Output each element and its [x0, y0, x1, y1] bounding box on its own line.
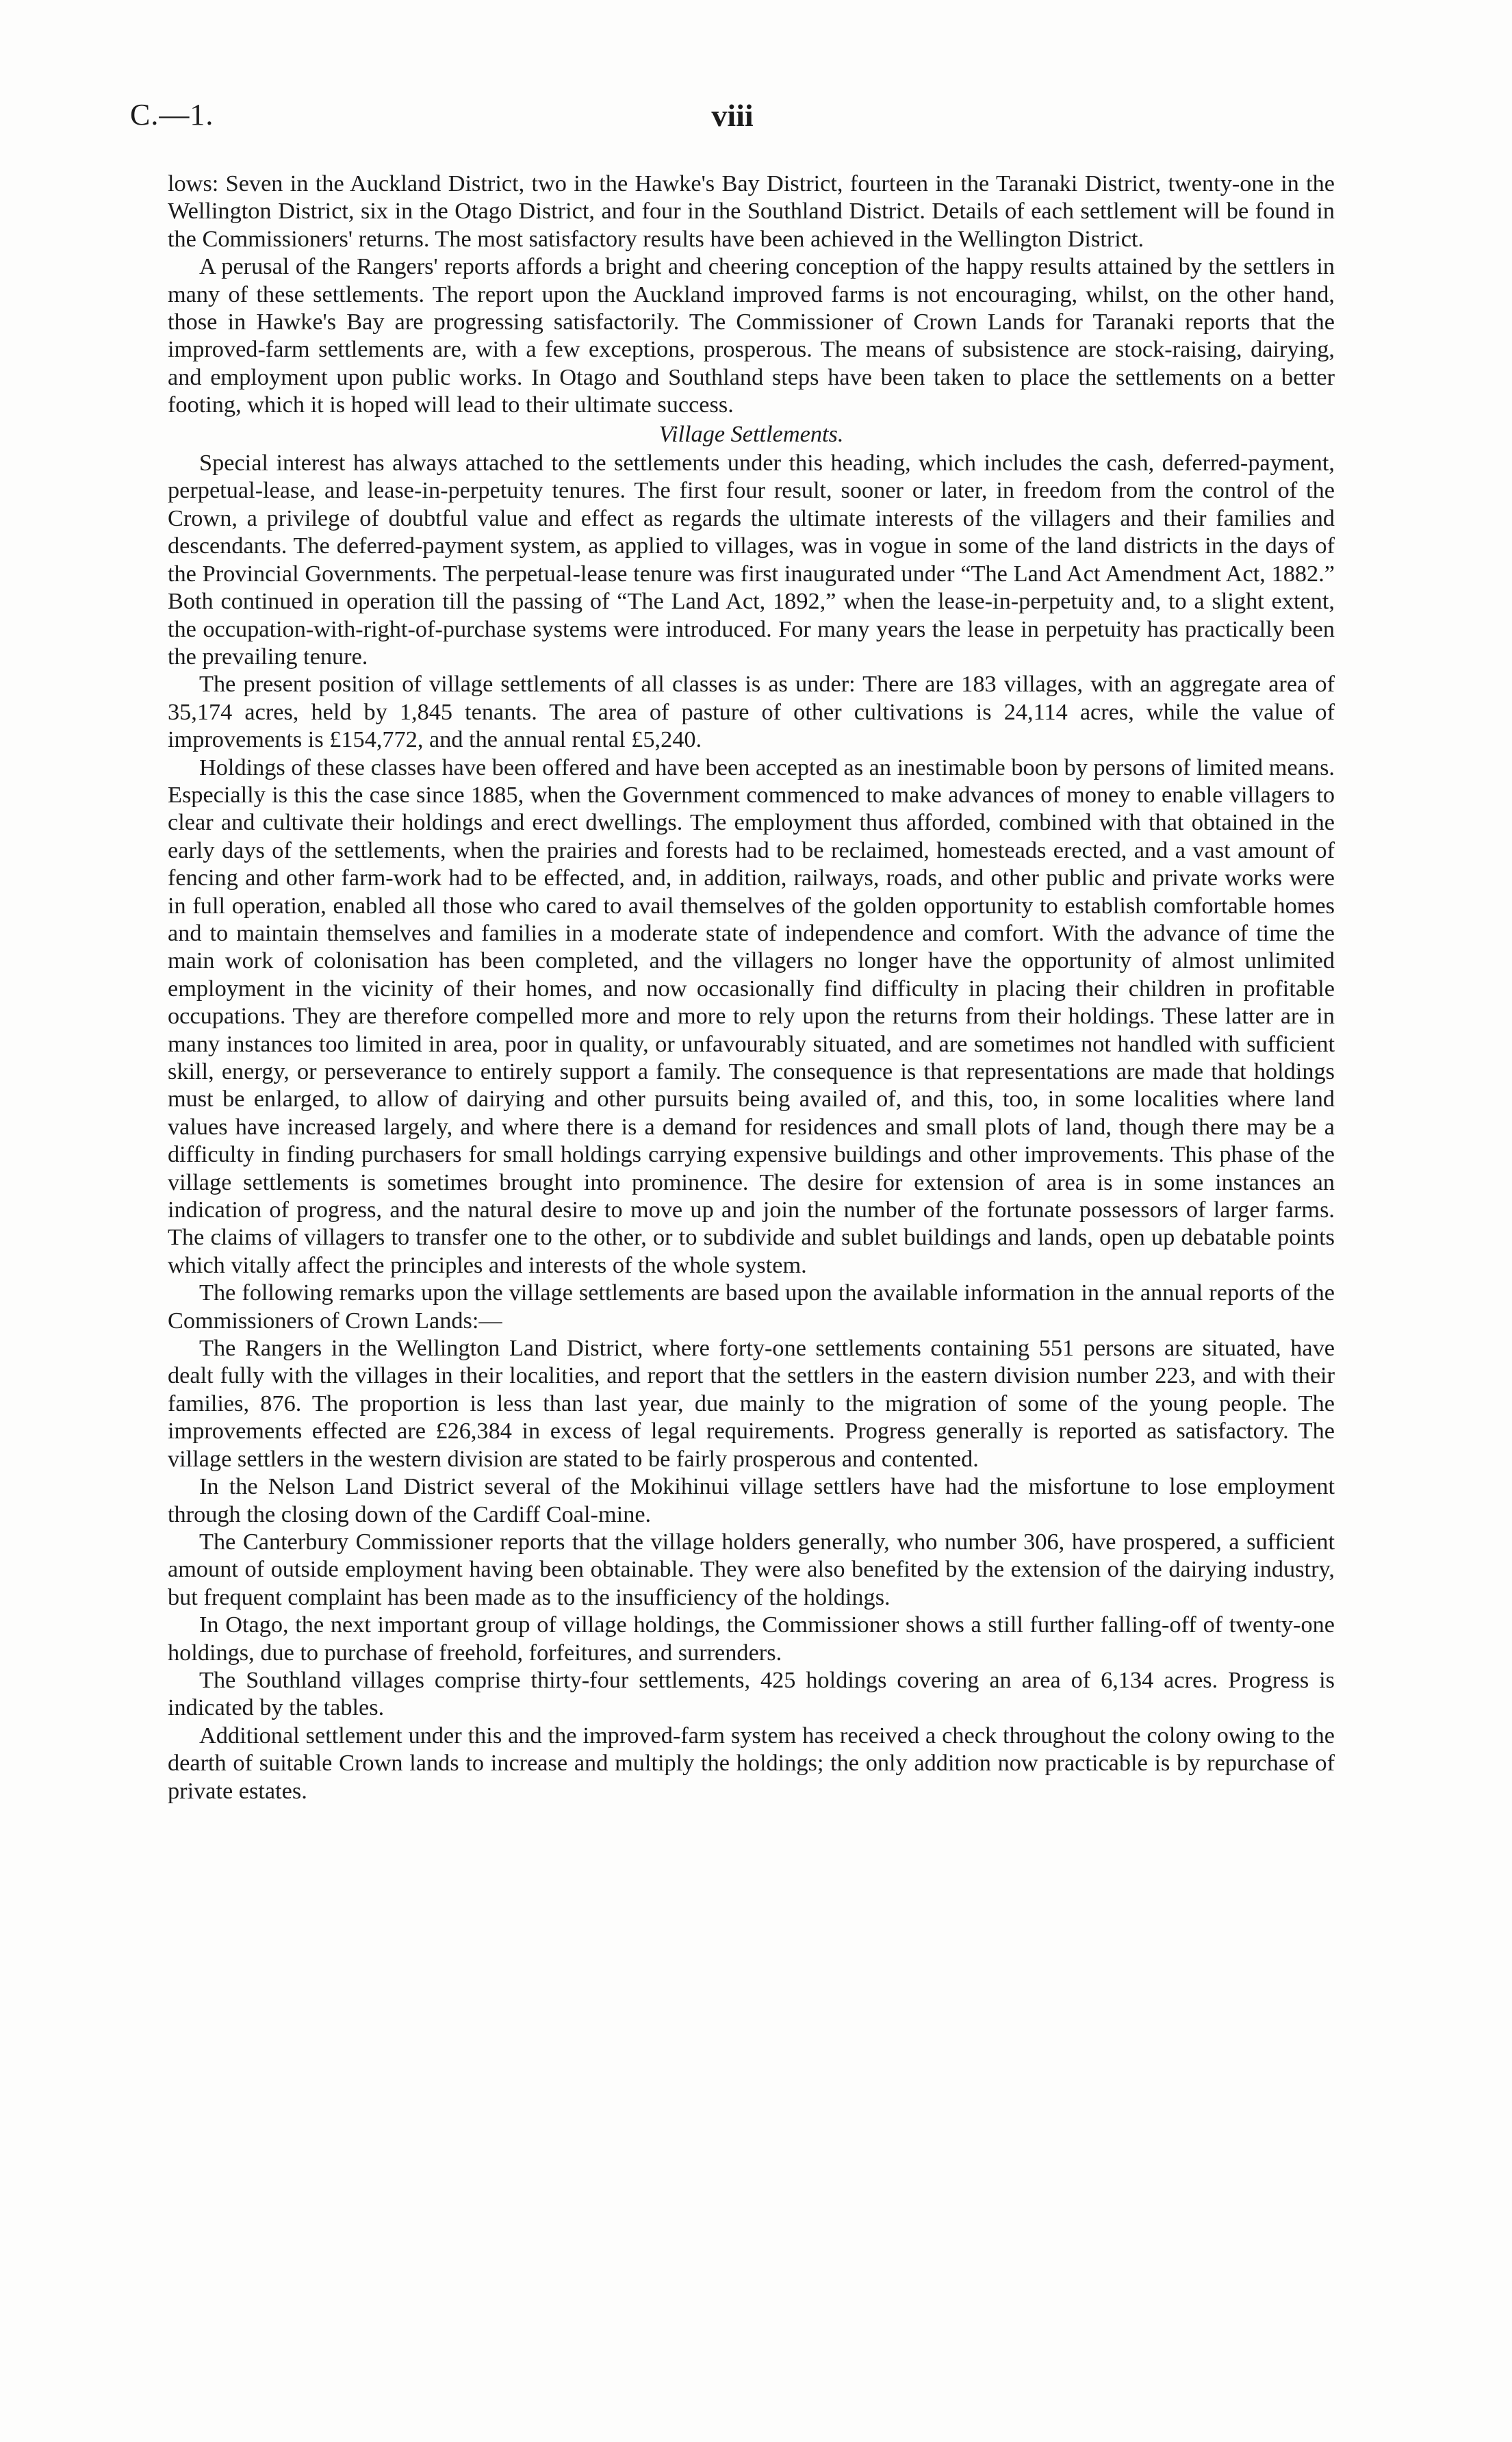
paragraph-4: The present position of village settlements of all classes is as under: There are 183 villages, with an aggregate area of 35,174 acres, held by 1,845 tenants. The area of pasture of other cultivations is 24,114 acres, while the value of improvements is £154,772, and the annual rental £5,240.: [168, 671, 1335, 753]
paragraph-8: In the Nelson Land District several of the Mokihinui village settlers have had the misfortune to lose employment through the closing down of the Cardiff Coal-mine.: [168, 1473, 1335, 1527]
page-number: viii: [711, 98, 754, 133]
paragraph-12: Additional settlement under this and the improved-farm system has received a check throughout the colony owing to the dearth of suitable Crown lands to increase and multiply the holdings; the only addition now practicable is by repurchase of private estates.: [168, 1722, 1335, 1804]
paragraph-11: The Southland villages comprise thirty-four settlements, 425 holdings covering an area of 6,134 acres. Progress is indicated by the tables.: [168, 1666, 1335, 1721]
paragraph-9: The Canterbury Commissioner reports that the village holders generally, who number 306, have prospered, a sufficient amount of outside employment having been obtainable. They were also benefited by the extension of the dairying industry, but frequent complaint has been made as to the insufficiency of the holdings.: [168, 1528, 1335, 1610]
paragraph-6: The following remarks upon the village settlements are based upon the available information in the annual reports of the Commissioners of Crown Lands:—: [168, 1280, 1335, 1334]
section-heading: Village Settlements.: [658, 420, 844, 447]
paragraph-5: Holdings of these classes have been offered and have been accepted as an inestimable boon by persons of limited means. Especially is this the case since 1885, when the Government commenced to make advances of money to enable villagers to clear and cultivate their holdings and erect dwellings. The employment thus afforded, combined with that obtained in the early days of the settlements, when the prairies and forests had to be reclaimed, homesteads erected, and a vast amount of fencing and other farm-work had to be effected, and, in addition, railways, roads, and other public and private works were in full operation, enabled all those who cared to avail themselves of the golden opportunity to establish comfortable homes and to maintain themselves and families in a moderate state of independence and comfort. With the advance of time the main work of colonisation has been completed, and the villagers no longer have the opportunity of almost unlimited employment in the vicinity of their homes, and now occasionally find difficulty in placing their children in profitable occupations. They are therefore compelled more and more to rely upon the returns from their holdings. These latter are in many instances too limited in area, poor in quality, or unfavourably situated, and are sometimes not handled with sufficient skill, energy, or perseverance to entirely support a family. The consequence is that representations are made that holdings must be enlarged, to allow of dairying and other pursuits being availed of, and this, too, in some localities where land values have increased largely, and where there is a demand for residences and small plots of land, though there may be a difficulty in finding purchasers for small holdings carrying expensive buildings and other improvements. This phase of the village settlements is sometimes brought into prominence. The desire for extension of area is in some instances an indication of progress, and the natural desire to move up and join the number of the fortunate possessors of larger farms. The claims of villagers to transfer one to the other, or to subdivide and sublet buildings and lands, open up debatable points which vitally affect the principles and interests of the whole system.: [168, 754, 1335, 1278]
paragraph-10: In Otago, the next important group of village holdings, the Commissioner shows a still further falling-off of twenty-one holdings, due to purchase of freehold, forfeitures, and surrenders.: [168, 1612, 1335, 1666]
page-header: [130, 97, 1335, 138]
document-reference: C.—1.: [130, 98, 214, 131]
paragraph-1: lows: Seven in the Auckland District, two in the Hawke's Bay District, fourteen in the Taranaki District, twenty-one in the Wellington District, six in the Otago District, and four in the Southland District. Details of each settlement will be found in the Commissioners' returns. The most satisfactory results have been achieved in the Wellington District.: [168, 170, 1335, 252]
paragraph-7: The Rangers in the Wellington Land District, where forty-one settlements containing 551 persons are situated, have dealt fully with the villages in their localities, and report that the settlers in the eastern division number 223, and with their families, 876. The proportion is less than last year, due mainly to the migration of some of the young people. The improvements effected are £26,384 in excess of legal requirements. Progress generally is reported as satisfactory. The village settlers in the western division are stated to be fairly prosperous and contented.: [168, 1335, 1335, 1472]
body-text: [168, 170, 1335, 1805]
paragraph-2: A perusal of the Rangers' reports affords a bright and cheering conception of the happy results attained by the settlers in many of these settlements. The report upon the Auckland improved farms is not encouraging, whilst, on the other hand, those in Hawke's Bay are progressing satisfactorily. The Commissioner of Crown Lands for Taranaki reports that the improved-farm settlements are, with a few exceptions, prosperous. The means of subsistence are stock-raising, dairying, and employment upon public works. In Otago and Southland steps have been taken to place the settlements on a better footing, which it is hoped will lead to their ultimate success.: [168, 253, 1335, 418]
paragraph-3: Special interest has always attached to the settlements under this heading, which includes the cash, deferred-payment, perpetual-lease, and lease-in-perpetuity tenures. The first four result, sooner or later, in freedom from the control of the Crown, a privilege of doubtful value and effect as regards the ultimate interests of the villagers and their families and descendants. The deferred-payment system, as applied to villages, was in vogue in some of the land districts in the days of the Provincial Governments. The perpetual-lease tenure was first inaugurated under “The Land Act Amendment Act, 1882.” Both continued in operation till the passing of “The Land Act, 1892,” when the lease-in-perpetuity and, to a slight extent, the occupation-with-right-of-purchase systems were introduced. For many years the lease in perpetuity has practically been the prevailing tenure.: [168, 450, 1335, 670]
